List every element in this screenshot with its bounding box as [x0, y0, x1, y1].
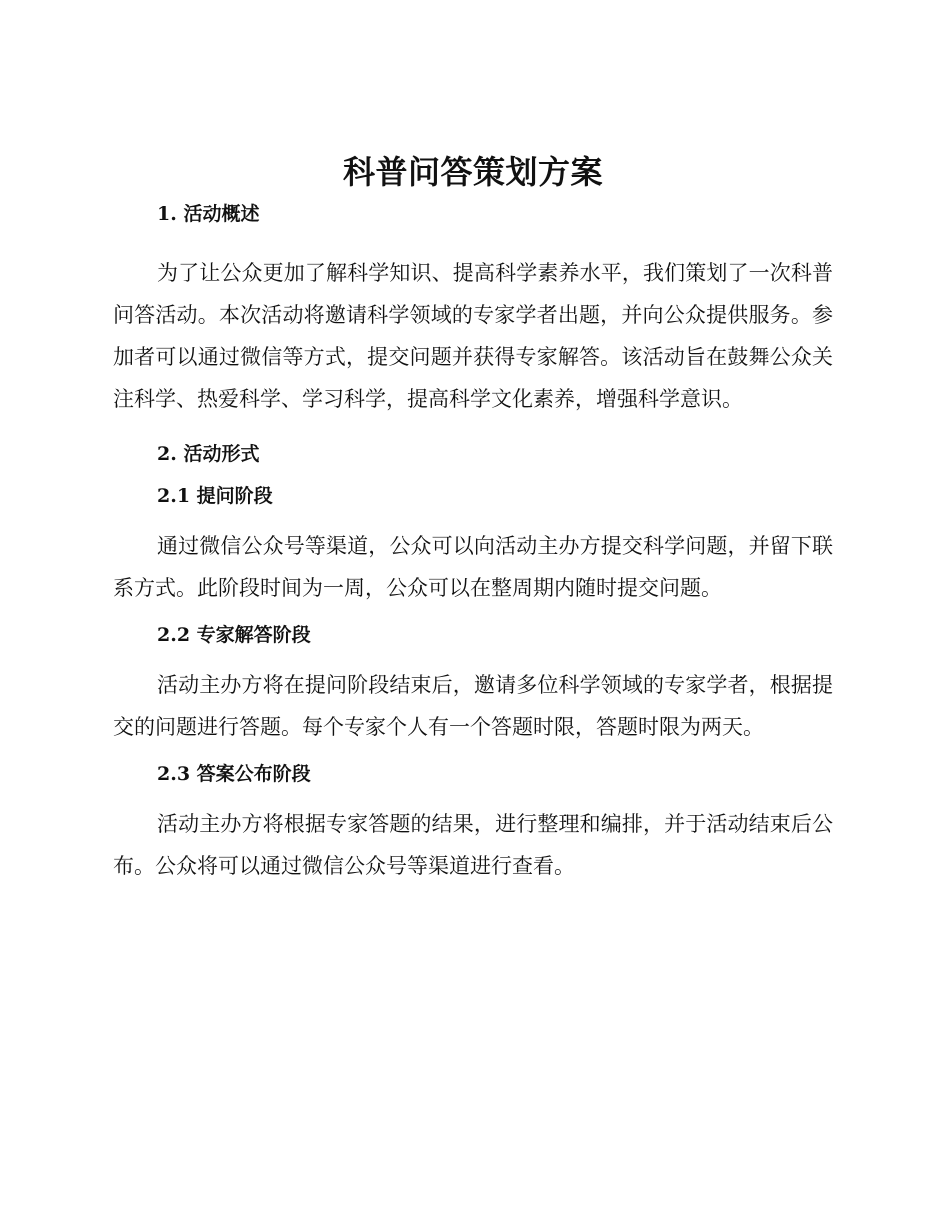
document-title: 科普问答策划方案: [342, 153, 603, 191]
subsection-heading: 2.1 提问阶段: [157, 485, 273, 507]
section-publish-stage: [113, 760, 833, 887]
document-page: [113, 150, 833, 887]
section-paragraph: 为了让公众更加了解科学知识、提高科学素养水平，我们策划了一次科普问答活动。本次活动将邀请科学领域的专家学者出题，并向公众提供服务。参加者可以通过微信等方式，提交问题并获得专家解答。该活动旨在鼓舞公众关注科学、热爱科学、学习科学，提高科学文化素养，增强科学意识。: [113, 261, 833, 411]
subsection-paragraph: 通过微信公众号等渠道，公众可以向活动主办方提交科学问题，并留下联系方式。此阶段时间为一周，公众可以在整周期内随时提交问题。: [113, 534, 833, 600]
subsection-heading: 2.2 专家解答阶段: [157, 624, 311, 646]
section-expert-stage: [113, 621, 833, 748]
section-overview: [113, 200, 833, 420]
section-question-stage: [113, 482, 833, 609]
section-format: [113, 440, 833, 468]
section-heading: 2. 活动形式: [157, 443, 260, 465]
subsection-heading: 2.3 答案公布阶段: [157, 763, 311, 785]
section-heading: 1. 活动概述: [157, 203, 260, 225]
subsection-paragraph: 活动主办方将根据专家答题的结果，进行整理和编排，并于活动结束后公布。公众将可以通过微信公众号等渠道进行查看。: [113, 812, 833, 878]
subsection-paragraph: 活动主办方将在提问阶段结束后，邀请多位科学领域的专家学者，根据提交的问题进行答题。每个专家个人有一个答题时限，答题时限为两天。: [113, 673, 833, 739]
